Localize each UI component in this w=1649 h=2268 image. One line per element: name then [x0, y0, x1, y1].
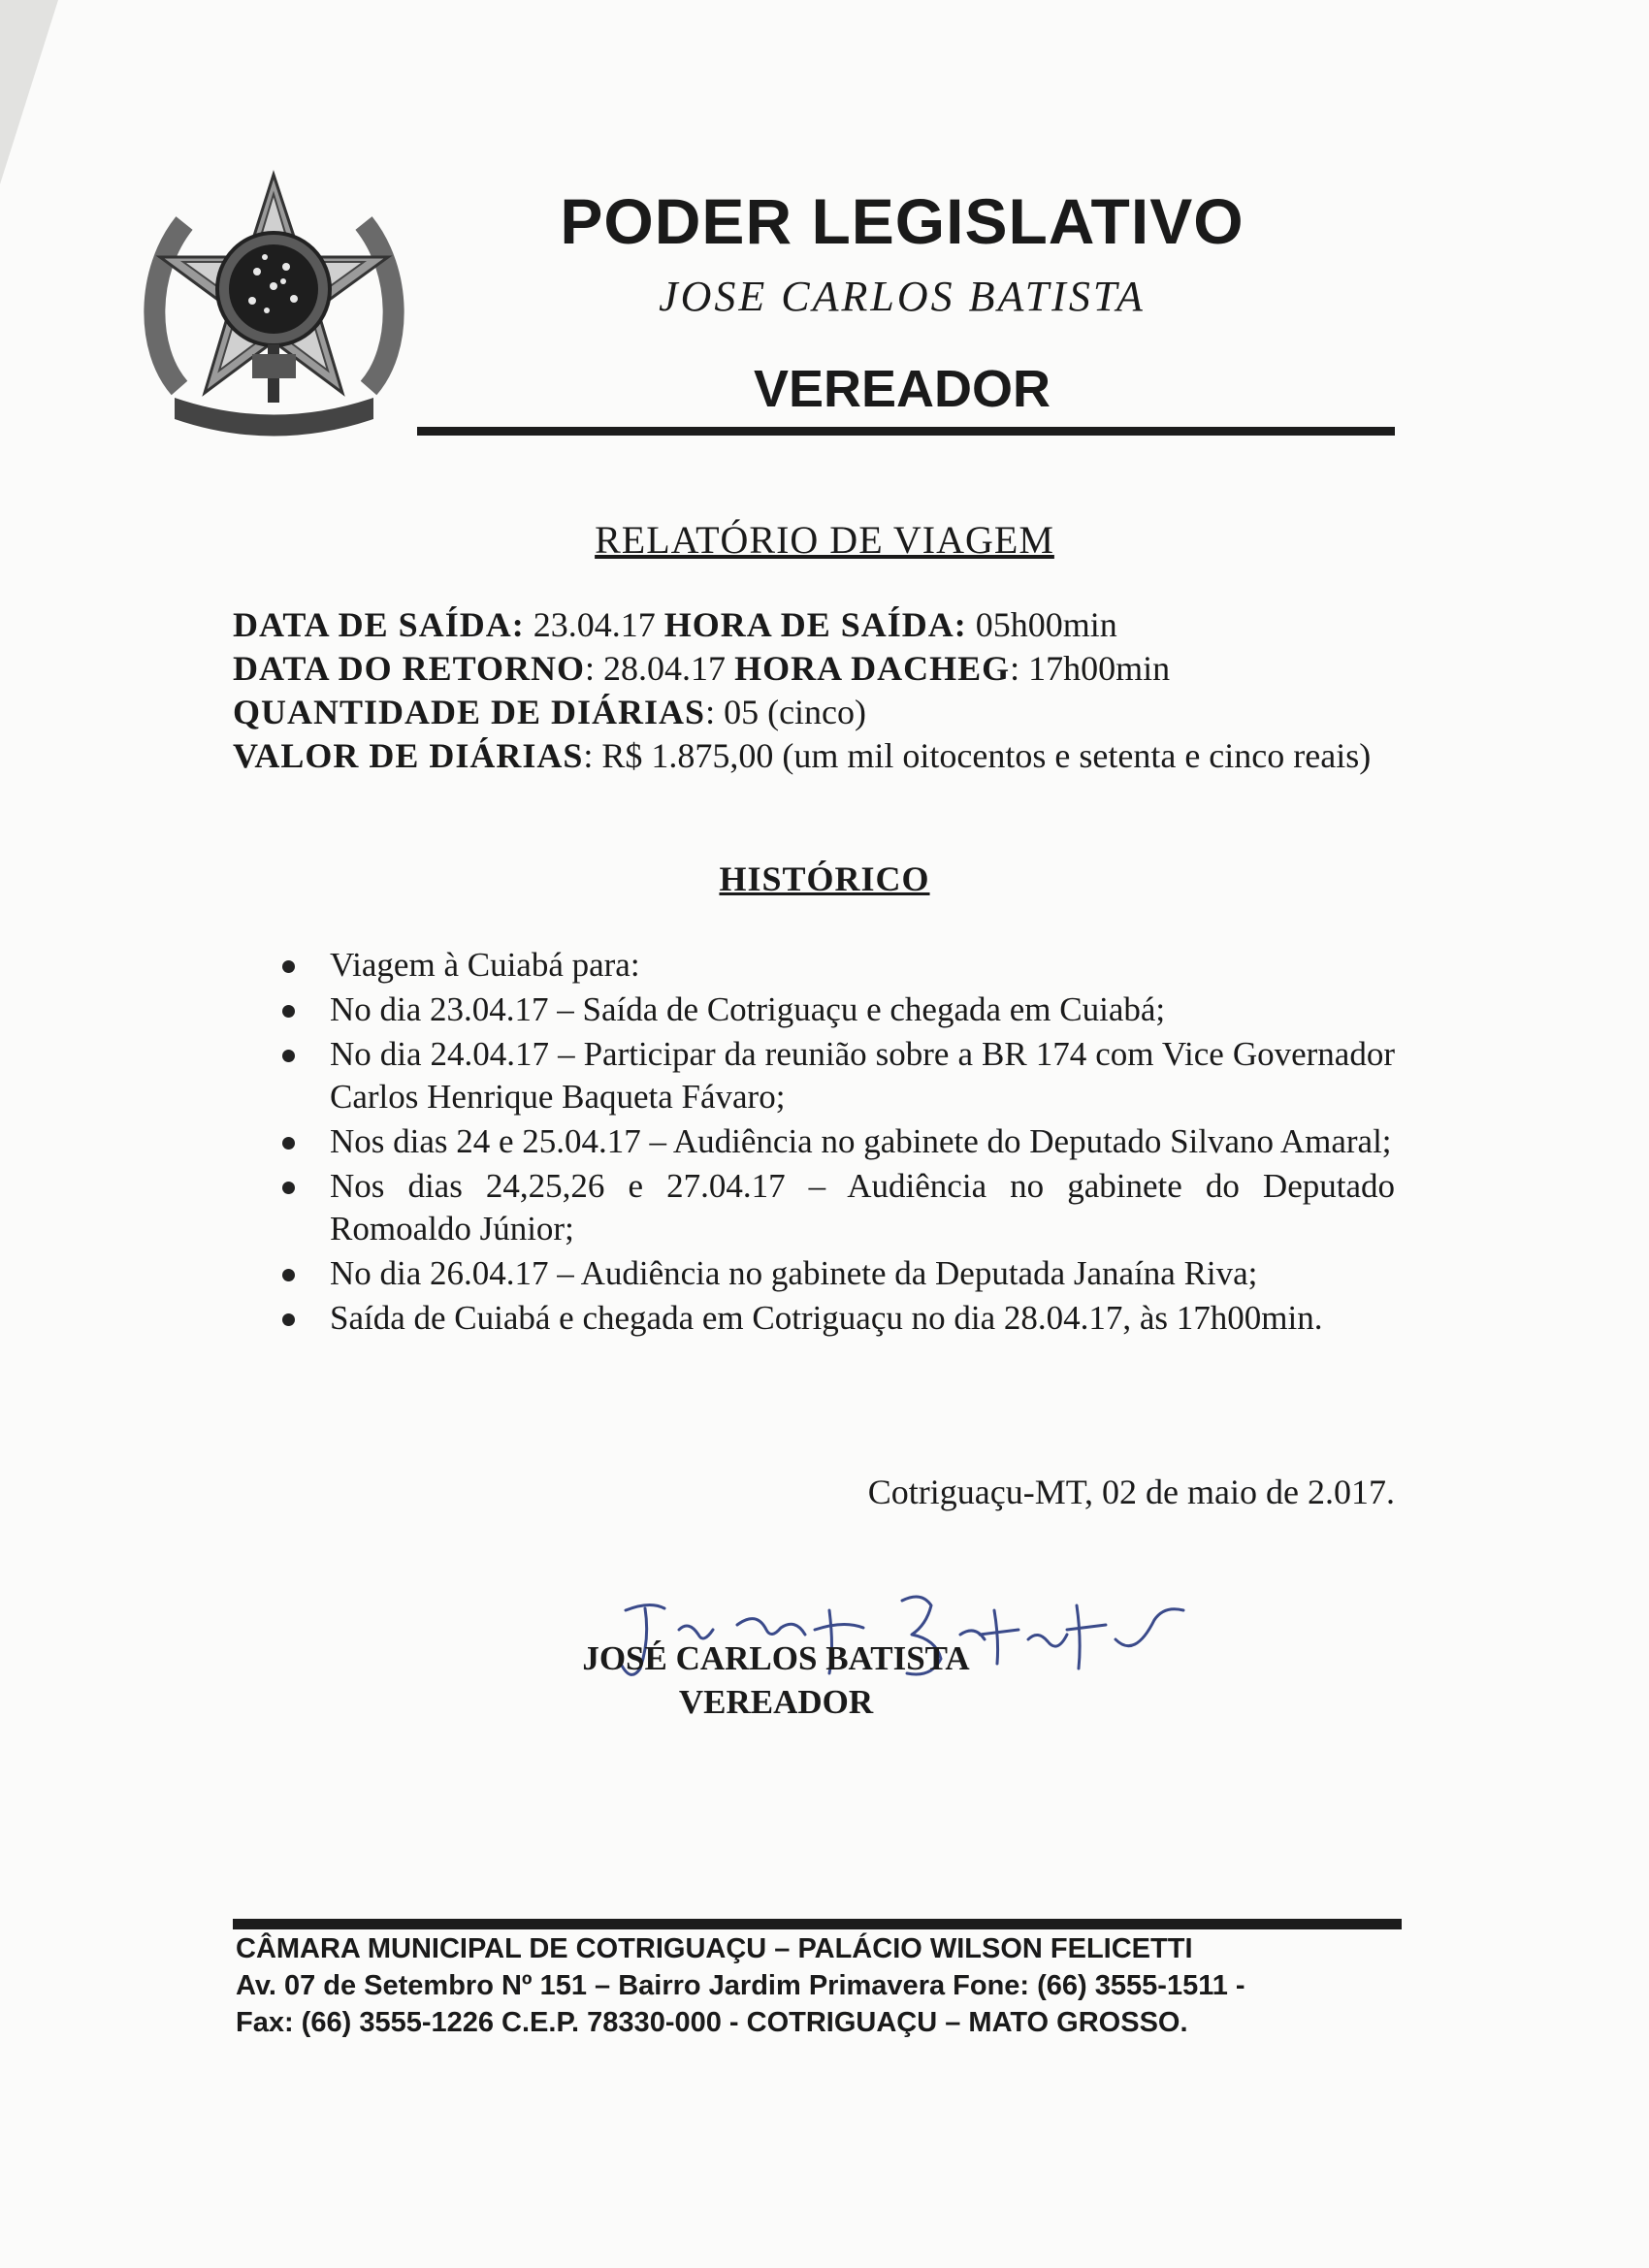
- departure-line: [233, 603, 1397, 647]
- signatory-role: VEREADOR: [678, 1683, 874, 1721]
- footer-line-3: Fax: (66) 3555-1226 C.E.P. 78330-000 - COTRIGUAÇU – MATO GROSSO.: [236, 2007, 1188, 2038]
- return-date: : 28.04.17: [585, 649, 727, 688]
- per-diem-value: : R$ 1.875,00 (um mil oitocentos e setenta e cinco reais): [583, 736, 1372, 775]
- signatory-name: JOSÉ CARLOS BATISTA: [582, 1639, 970, 1677]
- departure-time-label: HORA DE SAÍDA:: [663, 605, 967, 644]
- list-item: No dia 24.04.17 – Participar da reunião sobre a BR 174 com Vice Governador Carlos Henrique Baqueta Fávaro;: [276, 1033, 1395, 1118]
- list-item: Saída de Cuiabá e chegada em Cotriguaçu no dia 28.04.17, às 17h00min.: [276, 1297, 1395, 1340]
- list-item: No dia 23.04.17 – Saída de Cotriguaçu e chegada em Cuiabá;: [276, 988, 1395, 1031]
- bullet-icon: [282, 960, 295, 973]
- arrival-time: : 17h00min: [1010, 649, 1171, 688]
- bullet-icon: [282, 1313, 295, 1326]
- header-divider: [417, 427, 1395, 436]
- trip-info: [233, 603, 1397, 778]
- arrival-time-label: HORA DACHEG: [734, 649, 1011, 688]
- report-title: RELATÓRIO DE VIAGEM: [595, 518, 1054, 562]
- bullet-icon: [282, 1137, 295, 1150]
- bullet-icon: [282, 1050, 295, 1062]
- footer-line-1: CÂMARA MUNICIPAL DE COTRIGUAÇU – PALÁCIO WILSON FELICETTI: [236, 1933, 1193, 1964]
- place-date: Cotriguaçu-MT, 02 de maio de 2.017.: [867, 1473, 1395, 1511]
- return-line: [233, 647, 1397, 691]
- per-diem-value-label: VALOR DE DIÁRIAS: [233, 736, 584, 775]
- per-diem-qty-label: QUANTIDADE DE DIÁRIAS: [233, 693, 706, 731]
- footer: [236, 1930, 1405, 2041]
- list-item: Viagem à Cuiabá para:: [276, 944, 1395, 987]
- header-title: PODER LEGISLATIVO: [560, 185, 1245, 257]
- footer-line-2: Av. 07 de Setembro Nº 151 – Bairro Jardim Primavera Fone: (66) 3555-1511 -: [236, 1970, 1245, 2001]
- per-diem-qty: : 05 (cinco): [705, 693, 867, 731]
- header-name: JOSE CARLOS BATISTA: [659, 273, 1146, 320]
- footer-divider: [233, 1919, 1402, 1929]
- departure-date: 23.04.17: [533, 605, 656, 644]
- departure-time: 05h00min: [975, 605, 1117, 644]
- header-role: VEREADOR: [753, 360, 1051, 418]
- per-diem-qty-line: [233, 691, 1397, 734]
- history-title: HISTÓRICO: [719, 859, 930, 898]
- departure-date-label: DATA DE SAÍDA:: [233, 605, 525, 644]
- list-item: No dia 26.04.17 – Audiência no gabinete da Deputada Janaína Riva;: [276, 1252, 1395, 1295]
- bullet-icon: [282, 1182, 295, 1194]
- list-item: Nos dias 24 e 25.04.17 – Audiência no gabinete do Deputado Silvano Amaral;: [276, 1120, 1395, 1163]
- return-date-label: DATA DO RETORNO: [233, 649, 586, 688]
- per-diem-value-line: [233, 734, 1397, 778]
- history-list: [276, 944, 1395, 1342]
- bullet-icon: [282, 1005, 295, 1018]
- bullet-icon: [282, 1269, 295, 1281]
- folded-corner: [0, 0, 58, 184]
- coat-of-arms-icon: [141, 165, 407, 456]
- list-item: Nos dias 24,25,26 e 27.04.17 – Audiência no gabinete do Deputado Romoaldo Júnior;: [276, 1165, 1395, 1250]
